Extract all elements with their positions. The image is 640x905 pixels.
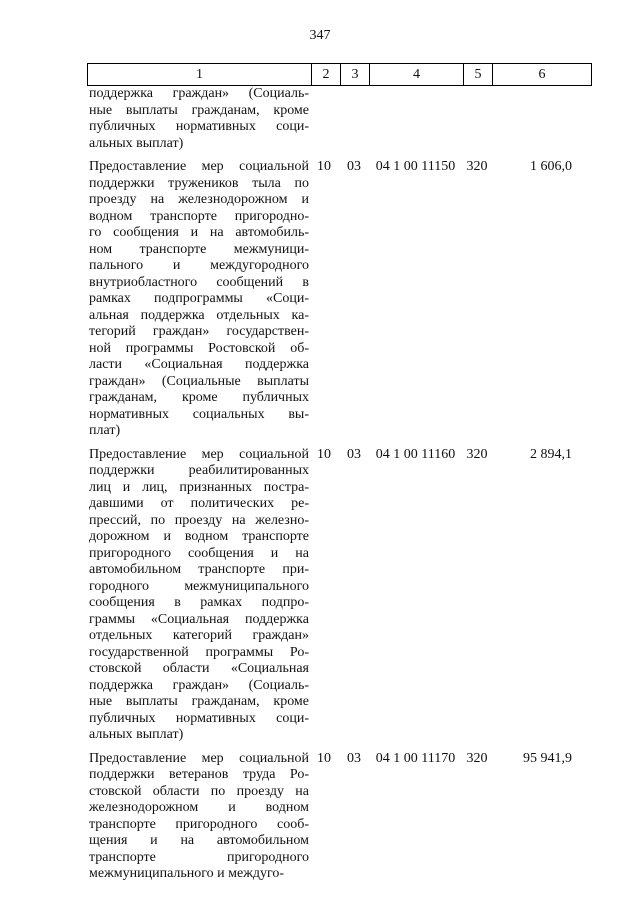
subsection-code: 03 [347,446,361,462]
description-line: межмуниципального и междуго- [89,866,285,881]
description-line: нормативных социальных вы- [89,406,309,422]
description-line: давшими от политических ре- [89,496,309,511]
header-col-1: 1 [88,64,312,86]
description-line: альных выплат) [89,727,184,742]
description-line: стовской области по проезду на [89,783,309,799]
table-body [87,86,600,883]
subsection-code: 03 [347,750,361,766]
target-article-code: 04 1 00 11150 [375,159,456,174]
description-line: поддержка граждан» (Социаль- [89,677,309,693]
table-row [87,447,600,744]
description-line: поддержка граждан» (Социаль- [89,86,309,101]
description-line: граждан» (Социальные выплаты [89,373,309,389]
description-line: транспорте пригородного сооб- [89,816,309,832]
description-line: водном транспорте пригородно- [89,208,309,224]
description-line: Предоставление мер социальной [89,750,309,766]
description-line: рамках подпрограммы «Соци- [89,291,309,306]
description-line: тегорий граждан» государствен- [89,324,309,339]
table-row [87,86,600,152]
description-line: плат) [89,423,121,438]
section-code: 10 [317,750,331,766]
expense-type-code: 320 [466,750,488,766]
description-line: лиц и лиц, признанных постра- [89,479,309,495]
description-line: дорожном и водном транспорте [89,529,309,544]
description-line: Предоставление мер социальной [89,446,309,462]
expense-type-code: 320 [466,159,488,174]
description-line: гражданам, кроме публичных [89,390,309,405]
target-article-code: 04 1 00 11160 [375,446,456,462]
amount: 1 606,0 [530,159,572,174]
row-description [87,86,309,152]
description-line: пального и междугородного [89,258,309,273]
description-line: ные выплаты гражданам, кроме [89,102,309,118]
amount: 95 941,9 [523,750,572,766]
description-line: ном транспорте межмуници- [89,241,309,257]
description-line: внутриобластного сообщений в [89,274,309,290]
description-line: граммы «Социальная поддержка [89,611,309,627]
table-header [87,63,592,86]
description-line: транспорте пригородного [89,849,309,865]
expense-type-code: 320 [466,446,488,462]
description-line: альная поддержка отдельных ка- [89,307,309,323]
row-description [87,159,309,440]
description-line: ласти «Социальная поддержка [89,357,309,372]
row-description [87,751,309,883]
description-line: железнодорожном и водном [89,800,309,815]
description-line: ные выплаты гражданам, кроме [89,694,309,709]
page-number: 347 [309,28,331,43]
description-line: поддержки реабилитированных [89,463,309,478]
description-line: городного межмуниципального [89,578,309,594]
section-code: 10 [317,159,331,174]
table-row [87,159,600,440]
description-line: поддержки тружеников тыла по [89,175,309,191]
description-line: проезду на железнодорожном и [89,192,309,207]
description-line: щения и на автомобильном [89,833,309,848]
description-line: прессий, по проезду на железно- [89,512,309,528]
target-article-code: 04 1 00 11170 [375,750,456,766]
description-line: стовской области «Социальная [89,661,309,676]
header-col-6: 6 [493,64,592,86]
header-col-2: 2 [312,64,341,86]
description-line: сообщения в рамках подпро- [89,595,309,610]
header-col-3: 3 [341,64,370,86]
description-line: ной программы Ростовской об- [89,340,309,356]
description-line: автомобильном транспорте при- [89,562,309,577]
description-line: пригородного сообщения и на [89,545,309,561]
description-line: го сообщения и на автомобиль- [89,225,309,240]
description-line: поддержки ветеранов труда Ро- [89,767,309,782]
description-line: отдельных категорий граждан» [89,628,309,643]
row-description [87,447,309,744]
description-line: публичных нормативных соци- [89,710,309,726]
subsection-code: 03 [347,159,361,174]
header-col-4: 4 [370,64,464,86]
section-code: 10 [317,446,331,462]
table-row [87,751,600,883]
amount: 2 894,1 [530,446,572,462]
description-line: Предоставление мер социальной [89,159,309,174]
description-line: альных выплат) [89,135,184,151]
header-col-5: 5 [464,64,493,86]
description-line: публичных нормативных соци- [89,119,309,134]
description-line: государственной программы Ро- [89,644,309,660]
